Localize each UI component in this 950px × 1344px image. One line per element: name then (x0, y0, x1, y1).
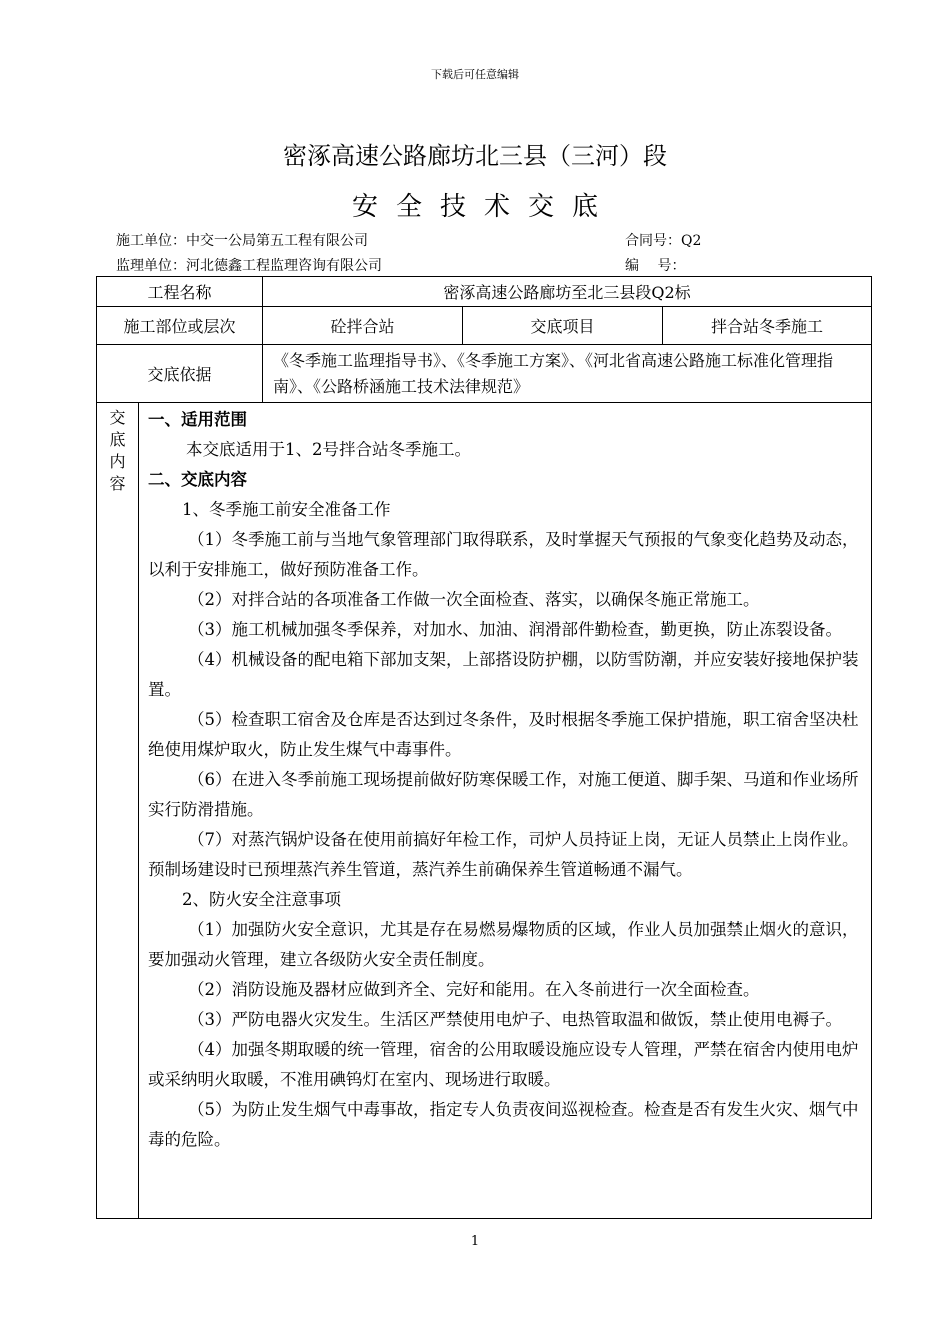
document-title: 密涿高速公路廊坊北三县（三河）段 (283, 142, 667, 170)
content-paragraph: （5）为防止发生烟气中毒事故，指定专人负责夜间巡视检查。检查是否有发生火灾、烟气中毒的危险。 (148, 1100, 859, 1149)
contract-number: 合同号：Q2 (625, 233, 702, 249)
content-paragraph: （4）加强冬期取暖的统一管理，宿舍的公用取暖设施应设专人管理，严禁在宿舍内使用电炉或采纳明火取暖，不准用碘钨灯在室内、现场进行取暖。 (148, 1040, 859, 1089)
content-paragraph: （6）在进入冬季前施工现场提前做好防寒保暖工作，对施工便道、脚手架、马道和作业场所实行防滑措施。 (148, 770, 859, 819)
disclosure-table (96, 276, 872, 1219)
content-paragraph: （7）对蒸汽锅炉设备在使用前搞好年检工作，司炉人员持证上岗，无证人员禁止上岗作业。预制场建设时已预埋蒸汽养生管道，蒸汽养生前确保养生管道畅通不漏气。 (148, 830, 859, 879)
content-paragraph: 2、防火安全注意事项 (182, 890, 341, 909)
project-name-label: 工程名称 (97, 277, 263, 307)
content-paragraph: （1）加强防火安全意识，尤其是存在易燃易爆物质的区域，作业人员加强禁止烟火的意识，要加强动火管理，建立各级防火安全责任制度。 (148, 920, 859, 969)
header-note: 下载后可任意编辑 (431, 68, 519, 81)
content-paragraph: （3）严防电器火灾发生。生活区严禁使用电炉子、电热管取温和做饭，禁止使用电褥子。 (188, 1010, 842, 1029)
serial-number: 编 号： (625, 258, 686, 274)
construction-part-value: 砼拌合站 (263, 307, 463, 345)
page-number: 1 (470, 1234, 480, 1249)
disclosure-item-value: 拌合站冬季施工 (663, 307, 872, 345)
section-heading: 一、适用范围 (148, 410, 247, 429)
supervision-unit: 监理单位：河北德鑫工程监理咨询有限公司 (116, 258, 382, 274)
content-paragraph: （1）冬季施工前与当地气象管理部门取得联系，及时掌握天气预报的气象变化趋势及动态，以利于安排施工，做好预防准备工作。 (148, 530, 859, 579)
content-paragraph: （3）施工机械加强冬季保养，对加水、加油、润滑部件勤检查，勤更换，防止冻裂设备。 (188, 620, 842, 639)
content-paragraph: 本交底适用于1、2号拌合站冬季施工。 (186, 440, 471, 459)
content-side-label: 交底内容 (97, 403, 139, 1219)
disclosure-basis-value: 《冬季施工监理指导书》、《冬季施工方案》、《河北省高速公路施工标准化管理指南》、《公路桥涵施工技术法律规范》 (263, 345, 872, 403)
content-paragraph: 1、冬季施工前安全准备工作 (182, 500, 391, 519)
section-heading: 二、交底内容 (148, 470, 247, 489)
disclosure-basis-label: 交底依据 (97, 345, 263, 403)
content-paragraph: （2）对拌合站的各项准备工作做一次全面检查、落实，以确保冬施正常施工。 (188, 590, 760, 609)
construction-part-label: 施工部位或层次 (97, 307, 263, 345)
disclosure-content (139, 403, 872, 1219)
content-paragraph: （5）检查职工宿舍及仓库是否达到过冬条件，及时根据冬季施工保护措施，职工宿舍坚决杜绝使用煤炉取火，防止发生煤气中毒事件。 (148, 710, 859, 759)
disclosure-item-label: 交底项目 (463, 307, 663, 345)
document-subtitle: 安全技术交底 (351, 192, 616, 222)
project-name-value: 密涿高速公路廊坊至北三县段Q2标 (263, 277, 872, 307)
construction-unit: 施工单位：中交一公局第五工程有限公司 (116, 233, 368, 249)
content-paragraph: （4）机械设备的配电箱下部加支架，上部搭设防护棚，以防雪防潮，并应安装好接地保护装置。 (148, 650, 859, 699)
content-paragraph: （2）消防设施及器材应做到齐全、完好和能用。在入冬前进行一次全面检查。 (188, 980, 760, 999)
